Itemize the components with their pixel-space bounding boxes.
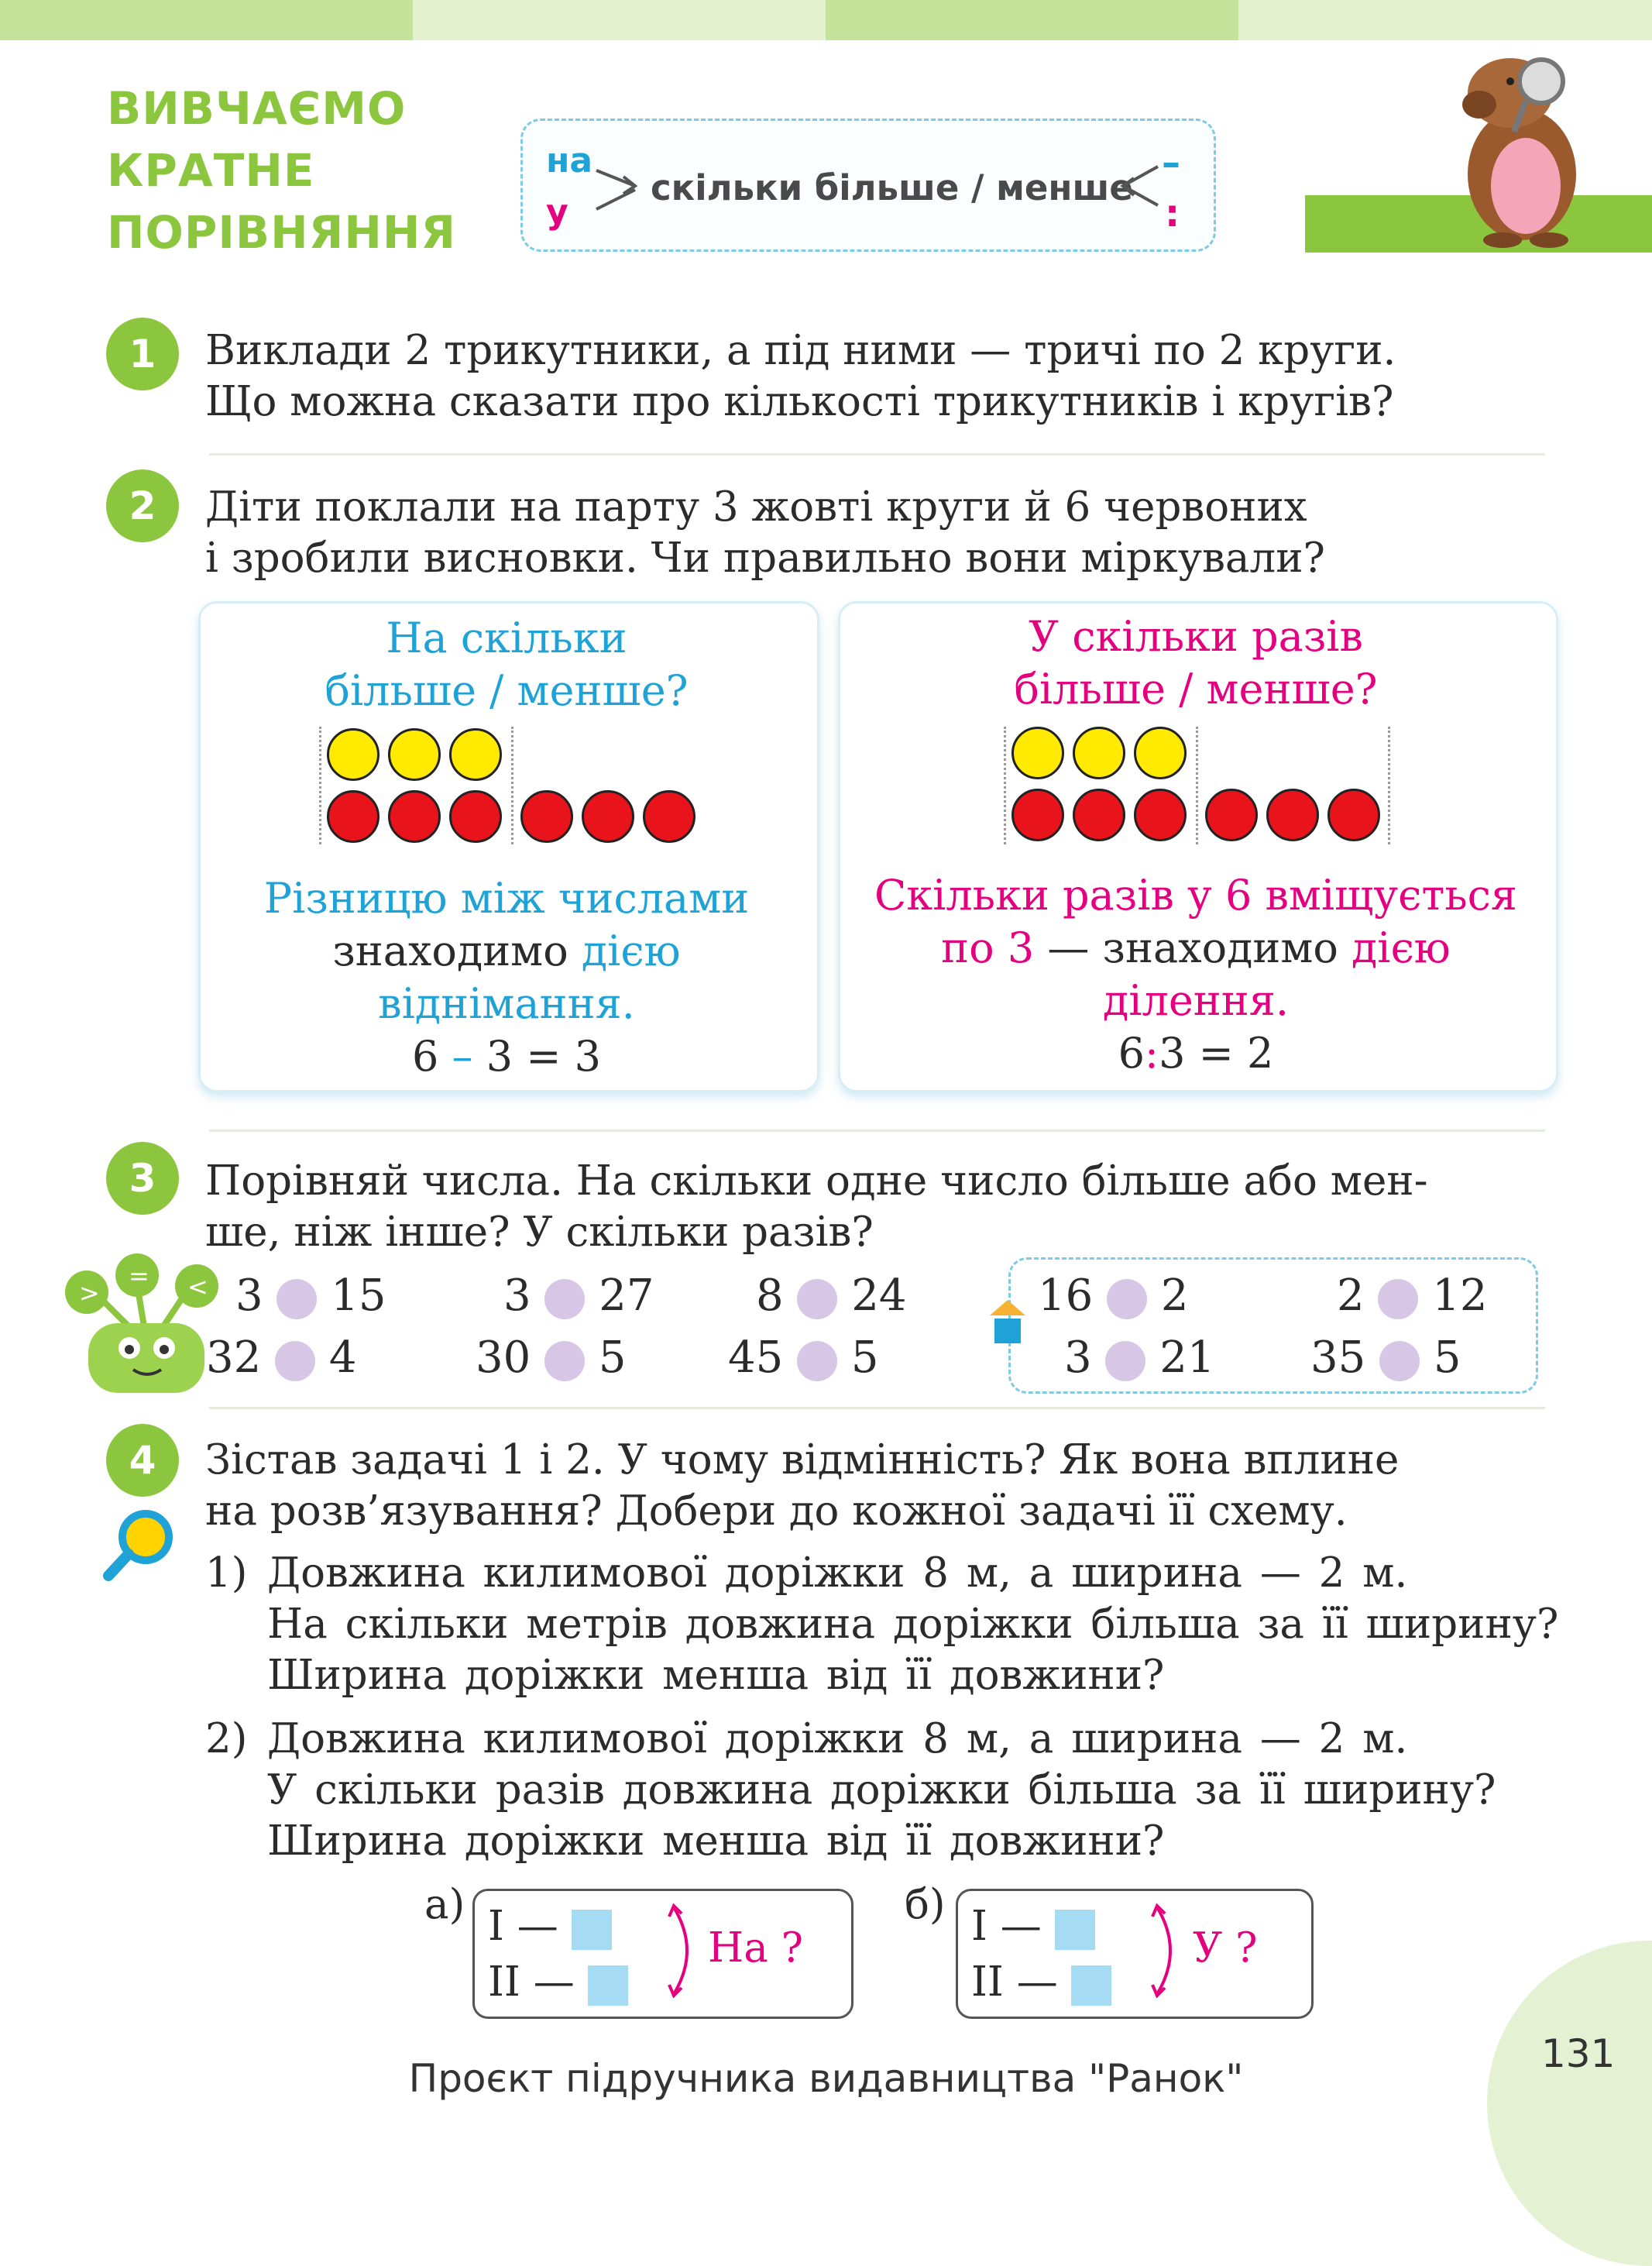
eq-right-b: 3 = 2 — [1159, 1029, 1274, 1078]
scheme-b-row-2 — [971, 1957, 1111, 2008]
compare-slot[interactable] — [1105, 1341, 1145, 1381]
eq-right-a: 6 — [1118, 1029, 1145, 1078]
number-left: 35 — [1310, 1332, 1366, 1383]
scheme-b-label: б) — [905, 1881, 946, 1928]
card-right-c1: Скільки разів у 6 вміщується — [874, 871, 1517, 920]
card-right-c3: ділення. — [1103, 976, 1289, 1025]
compare-pair — [1337, 1269, 1488, 1323]
number-right: 15 — [331, 1271, 386, 1321]
card-right-q1: У скільки разів — [1029, 612, 1363, 661]
number-left: 16 — [1038, 1271, 1094, 1321]
separator-1 — [209, 453, 1545, 456]
dots-guide-line — [511, 727, 513, 844]
yellow-circle — [1134, 727, 1187, 779]
number-right: 4 — [328, 1332, 357, 1383]
card-right-c2a: по 3 — [941, 923, 1035, 972]
red-circle — [449, 790, 502, 843]
top-band-2 — [413, 0, 826, 40]
number-left: 3 — [503, 1271, 531, 1321]
problem-1-line-2: На скільки метрів довжина доріжки більша за її ширину? — [267, 1601, 1559, 1648]
problem-1-line-1: Довжина килимової доріжки 8 м, а ширина — 2 м. — [267, 1549, 1408, 1597]
red-circle — [1073, 789, 1125, 841]
task-3-line-2: ше, ніж інше? У скільки разів? — [205, 1209, 874, 1256]
scheme-b-row-2-label: II — — [971, 1958, 1058, 2006]
scheme-bar-square — [1055, 1910, 1095, 1950]
compare-slot[interactable] — [275, 1341, 315, 1381]
task-4-line-1: Зістав задачі 1 і 2. У чому відмінність? Як вона вплине — [205, 1436, 1400, 1484]
card-right-c2b: — знаходимо — [1034, 923, 1352, 972]
number-right: 5 — [850, 1332, 879, 1383]
task-2-line-2: і зробили висновки. Чи правильно вони міркували? — [205, 535, 1325, 582]
number-right: 24 — [851, 1271, 907, 1321]
task-1-text — [205, 325, 1396, 428]
compare-slot[interactable] — [544, 1341, 585, 1381]
yellow-circle — [388, 728, 441, 781]
card-right-q2: більше / менше? — [1014, 665, 1378, 713]
red-circle — [1205, 789, 1258, 841]
compare-pair — [476, 1331, 627, 1385]
compare-slot[interactable] — [276, 1279, 317, 1319]
rule-na: на — [546, 141, 593, 181]
compare-pair — [728, 1331, 879, 1385]
yellow-circle — [327, 728, 380, 781]
problem-2-text — [267, 1714, 1496, 1867]
compare-slot[interactable] — [797, 1279, 837, 1319]
compare-pair — [206, 1331, 357, 1385]
capybara-mascot-icon — [1448, 46, 1588, 248]
red-circle — [643, 790, 695, 843]
card-left-question — [198, 612, 815, 717]
page-number: 131 — [1541, 2031, 1616, 2076]
top-band-1 — [0, 0, 413, 40]
scheme-b-row-1-label: I — — [971, 1903, 1042, 1950]
number-left: 3 — [1064, 1332, 1092, 1383]
card-right-conclusion — [838, 869, 1554, 1080]
compare-pair — [1064, 1331, 1215, 1385]
problem-1-text — [267, 1548, 1558, 1701]
dots-guide-line — [1388, 727, 1390, 844]
page-corner-decoration — [1487, 1941, 1652, 2266]
yellow-circle — [449, 728, 502, 781]
task-1-line-2: Що можна сказати про кількості трикутників і кругів? — [205, 378, 1394, 425]
problem-1-line-3: Ширина доріжки менша від її довжини? — [267, 1652, 1165, 1699]
problem-2-line-2: У скільки разів довжина доріжки більша за її ширину? — [267, 1766, 1496, 1814]
rule-text: скільки більше / менше — [651, 167, 1133, 208]
compare-slot[interactable] — [797, 1341, 837, 1381]
separator-3 — [209, 1407, 1545, 1409]
compare-pair — [235, 1269, 386, 1323]
red-circle — [520, 790, 573, 843]
compare-slot[interactable] — [544, 1279, 585, 1319]
compare-pair — [503, 1269, 654, 1323]
number-right: 5 — [598, 1332, 627, 1383]
red-circle — [1011, 789, 1064, 841]
comparison-monster-icon — [56, 1253, 226, 1393]
scheme-a-question: На ? — [708, 1924, 804, 1972]
compare-pair — [1038, 1269, 1189, 1323]
number-left: 3 — [235, 1271, 263, 1321]
task-2-text — [205, 482, 1325, 584]
yellow-circle — [1073, 727, 1125, 779]
scheme-b-row-1 — [971, 1901, 1095, 1952]
card-right-c2c: дією — [1351, 923, 1451, 972]
red-circle — [1266, 789, 1319, 841]
number-right: 21 — [1159, 1332, 1215, 1383]
page-title — [107, 77, 456, 263]
card-left-c3: віднімання. — [378, 979, 635, 1028]
number-left: 2 — [1337, 1271, 1365, 1321]
scheme-bar-square — [572, 1910, 612, 1950]
scheme-a-row-2 — [488, 1957, 628, 2008]
number-right: 2 — [1160, 1271, 1189, 1321]
dots-guide-line — [1004, 727, 1006, 844]
task-3-text — [205, 1156, 1428, 1258]
rule-minus: – — [1162, 141, 1180, 184]
svg-text:=: = — [129, 1261, 149, 1291]
eq-right-op: : — [1144, 1029, 1159, 1078]
card-right-question — [838, 610, 1554, 716]
scheme-a-row-1-label: I — — [488, 1903, 558, 1950]
arrows-right-icon — [1115, 155, 1162, 217]
title-line-2: КРАТНЕ — [107, 144, 315, 197]
top-band-4 — [1238, 0, 1652, 40]
task-4-text — [205, 1435, 1399, 1537]
eq-left-op: – — [452, 1032, 473, 1081]
scheme-b-question: У ? — [1193, 1924, 1258, 1972]
title-line-1: ВИВЧАЄМО — [107, 82, 407, 135]
compare-pair — [756, 1269, 907, 1323]
card-left-q2: більше / менше? — [325, 666, 689, 715]
number-left: 30 — [476, 1332, 531, 1383]
problem-2-line-1: Довжина килимової доріжки 8 м, а ширина — 2 м. — [267, 1715, 1408, 1762]
dots-guide-line — [319, 727, 321, 844]
separator-2 — [209, 1130, 1545, 1132]
footer-text: Проєкт підручника видавництва "Ранок" — [408, 2056, 1244, 2101]
task-1-badge: 1 — [106, 318, 179, 390]
rule-u: у — [546, 192, 568, 232]
number-right: 12 — [1432, 1271, 1488, 1321]
red-circle — [327, 790, 380, 843]
problem-2-number: 2) — [205, 1715, 248, 1762]
magnifier-icon — [101, 1506, 178, 1583]
card-left-c2b: дією — [581, 927, 681, 975]
red-circle — [1134, 789, 1187, 841]
card-left-q1: На скільки — [386, 614, 627, 662]
task-3-badge: 3 — [106, 1142, 179, 1215]
card-left-c1: Різницю між числами — [263, 874, 750, 923]
arrows-left-icon — [592, 155, 647, 217]
scheme-bar-square — [588, 1965, 628, 2006]
card-left-conclusion — [198, 872, 815, 1083]
problem-2-line-3: Ширина доріжки менша від її довжини? — [267, 1817, 1165, 1865]
house-hint-icon — [988, 1298, 1027, 1346]
number-left: 32 — [206, 1332, 262, 1383]
red-circle — [1327, 789, 1380, 841]
number-left: 8 — [756, 1271, 784, 1321]
svg-text:>: > — [79, 1278, 100, 1308]
compare-slot[interactable] — [1107, 1279, 1147, 1319]
task-1-line-1: Виклади 2 трикутники, а під ними — тричі по 2 круги. — [205, 327, 1396, 374]
compare-pair — [1310, 1331, 1461, 1385]
scheme-a-label: а) — [424, 1881, 465, 1928]
scheme-bar-square — [1071, 1965, 1111, 2006]
problem-1-number: 1) — [205, 1549, 248, 1597]
brace-arrow-icon — [668, 1903, 702, 1999]
number-right: 27 — [599, 1271, 654, 1321]
scheme-a-row-2-label: II — — [488, 1958, 575, 2006]
red-circle — [388, 790, 441, 843]
svg-text:<: < — [187, 1272, 208, 1301]
compare-slot[interactable] — [1378, 1279, 1418, 1319]
number-right: 5 — [1433, 1332, 1461, 1383]
dots-guide-line — [1196, 727, 1198, 844]
task-4-badge: 4 — [106, 1424, 179, 1497]
top-band-3 — [826, 0, 1238, 40]
task-2-line-1: Діти поклали на парту 3 жовті круги й 6 червоних — [205, 483, 1307, 531]
compare-slot[interactable] — [1379, 1341, 1420, 1381]
yellow-circle — [1011, 727, 1064, 779]
card-left-c2a: знаходимо — [332, 927, 582, 975]
scheme-a-row-1 — [488, 1901, 612, 1952]
eq-left-a: 6 — [412, 1032, 452, 1081]
rule-colon: : — [1165, 192, 1180, 236]
eq-left-b: 3 = 3 — [472, 1032, 601, 1081]
task-3-line-1: Порівняй числа. На скільки одне число більше або мен- — [205, 1157, 1428, 1205]
task-2-badge: 2 — [106, 469, 179, 542]
number-left: 45 — [728, 1332, 784, 1383]
task-4-line-2: на розв’язування? Добери до кожної задачі її схему. — [205, 1487, 1348, 1535]
red-circle — [582, 790, 634, 843]
brace-arrow-icon — [1151, 1903, 1185, 1999]
title-line-3: ПОРІВНЯННЯ — [107, 206, 457, 259]
